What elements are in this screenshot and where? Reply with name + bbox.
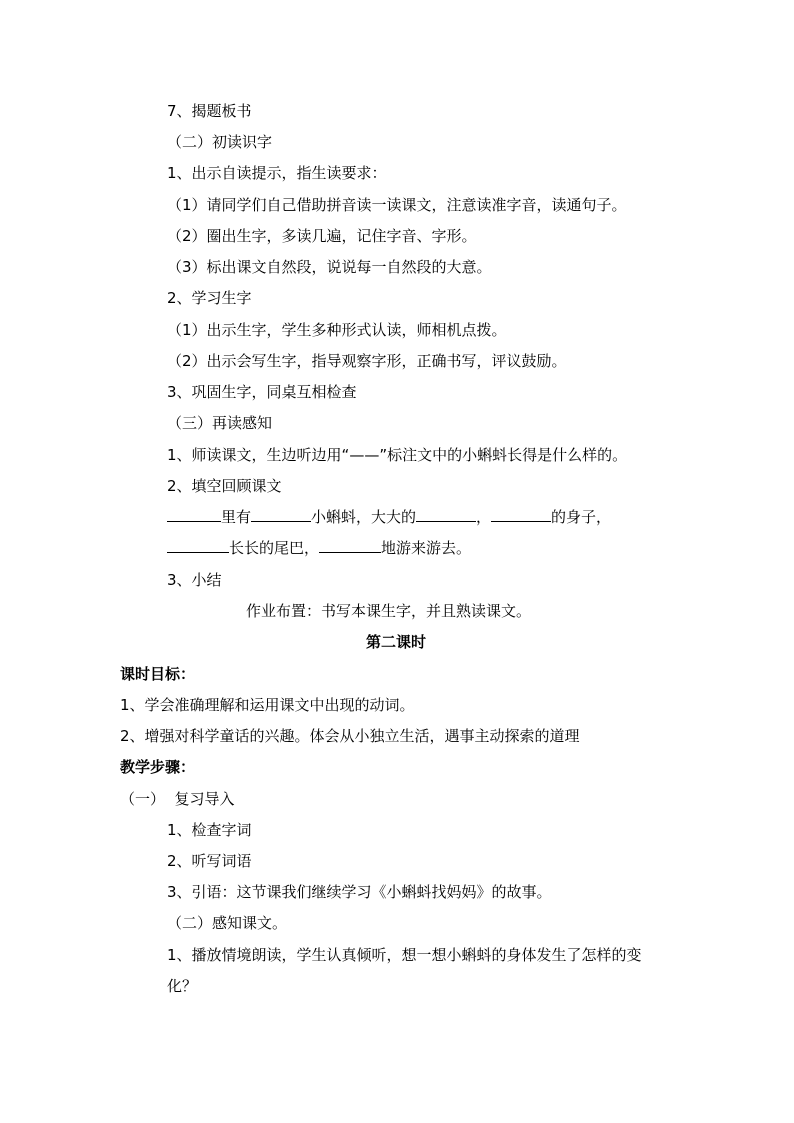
goal-item: 1、学会准确理解和运用课文中出现的动词。 [120,696,415,714]
blank [416,507,476,522]
review-item: 1、检查字词 [167,821,252,839]
perceive-item-continued: 化？ [167,977,198,995]
step-reveal-title: 7、揭题板书 [167,102,252,120]
fill-text: 的身子， [551,508,612,526]
perceive-item: 1、播放情境朗读，学生认真倾听，想一想小蝌蚪的身体发生了怎样的变 [167,946,642,964]
section-initial-reading: （二）初读识字 [167,133,273,151]
item-circle-characters: （2）圈出生字，多读几遍，记住字音、字形。 [167,227,477,245]
fill-blank-line-1 [167,507,611,527]
blank [251,507,311,522]
blank [319,538,381,553]
section-review: （一） 复习导入 [120,790,235,808]
item-mark-paragraphs: （3）标出课文自然段，说说每一自然段的大意。 [167,258,492,276]
lesson-heading: 第二课时 [366,633,427,651]
fill-text: 里有 [221,508,252,526]
item-learn-characters: 2、学习生字 [167,289,252,307]
section-perceive: （二）感知课文。 [167,914,288,932]
blank [167,538,229,553]
fill-blank-line-2 [167,538,471,558]
fill-text: 小蝌蚪，大大的 [311,508,417,526]
item-writing-characters: （2）出示会写生字，指导观察字形，正确书写，评议鼓励。 [167,352,567,370]
item-teacher-reads: 1、师读课文，生边听边用“——”标注文中的小蝌蚪长得是什么样的。 [167,446,628,464]
fill-text: 长长的尾巴， [229,539,320,557]
item-fill-blank-title: 2、填空回顾课文 [167,477,282,495]
review-item: 2、听写词语 [167,852,252,870]
goal-item: 2、增强对科学童话的兴趣。体会从小独立生活，遇事主动探索的道理 [120,727,580,745]
item-summary: 3、小结 [167,571,222,589]
blank [491,507,551,522]
blank [167,507,221,522]
item-consolidate: 3、巩固生字，同桌互相检查 [167,383,357,401]
item-self-reading-prompt: 1、出示自读提示，指生读要求： [167,164,387,182]
goals-title: 课时目标： [120,665,196,683]
item-read-text: （1）请同学们自己借助拼音读一读课文，注意读准字音，读通句子。 [167,196,627,214]
section-reread: （三）再读感知 [167,414,273,432]
steps-title: 教学步骤： [120,758,196,776]
fill-text: 地游来游去。 [381,539,472,557]
review-item: 3、引语：这节课我们继续学习《小蝌蚪找妈妈》的故事。 [167,883,552,901]
homework: 作业布置：书写本课生字，并且熟读课文。 [246,602,532,620]
item-show-characters: （1）出示生字，学生多种形式认读，师相机点拨。 [167,321,507,339]
fill-text: ， [476,508,492,526]
